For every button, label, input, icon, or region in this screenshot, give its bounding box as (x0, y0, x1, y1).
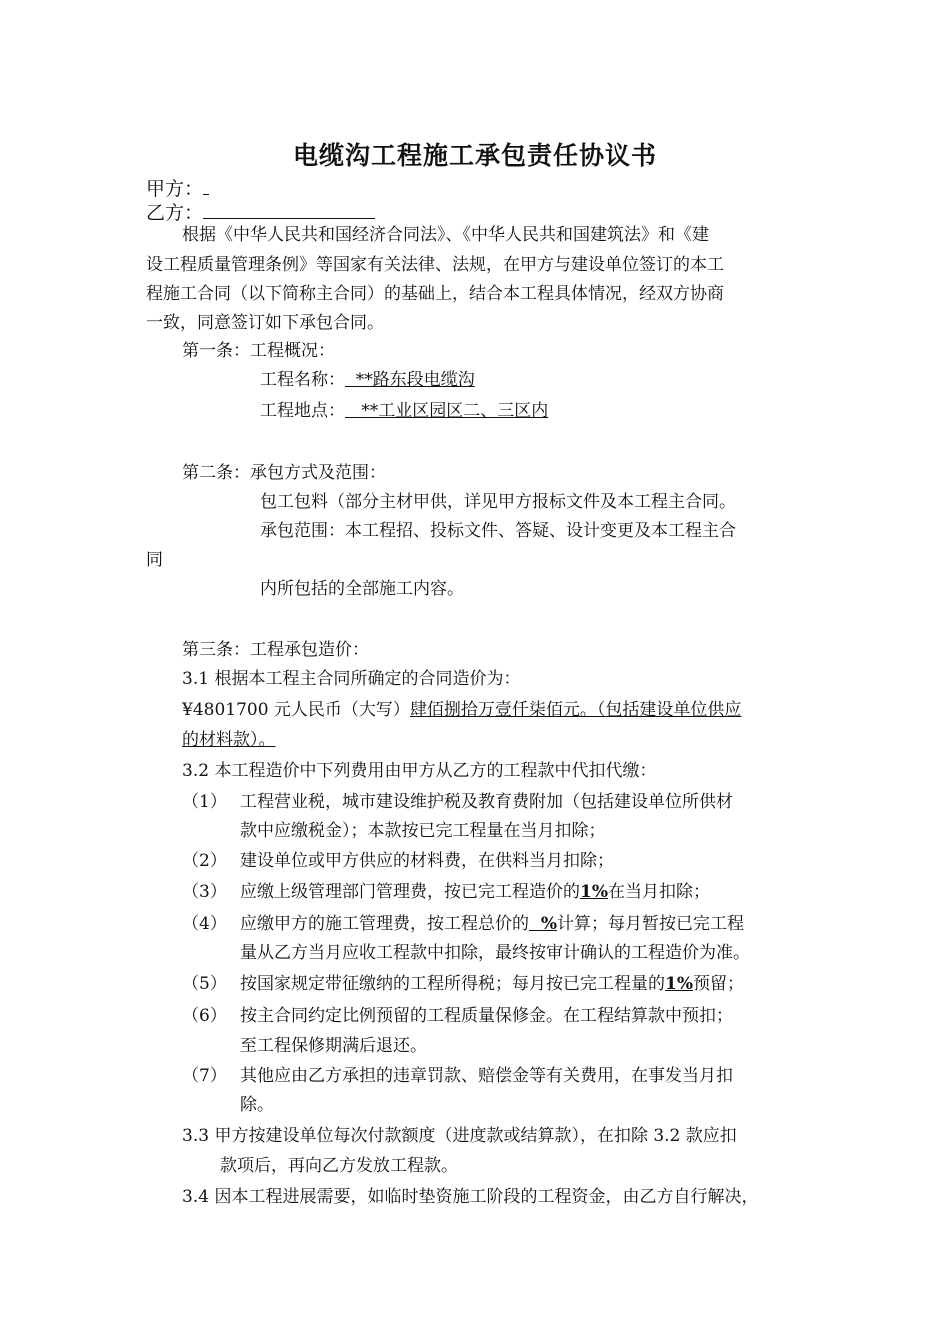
rate-value: % (529, 914, 557, 934)
contract-price-line-2 (182, 729, 298, 751)
contract-price-prefix: ¥4801700 元人民币（大写） (182, 700, 410, 720)
rate-value: 1% (580, 882, 608, 902)
contract-price-words: 肆佰捌拾万壹仟柒佰元。（包括建设单位供应 (409, 700, 742, 720)
project-name-line (260, 369, 635, 391)
contract-price-line (182, 699, 741, 721)
list-item (182, 881, 710, 903)
item-text: 在当月扣除； (607, 882, 710, 902)
preamble-line: 设工程质量管理条例》等国家有关法律、法规，在甲方与建设单位签订的本工 (146, 255, 724, 275)
contract-price-words-2: 的材料款）。 (182, 730, 276, 750)
clause-3-4: 3.4 因本工程进展需要，如临时垫资施工阶段的工程资金，由乙方自行解决， (182, 1187, 759, 1207)
item-text: 其他应由乙方承担的违章罚款、赔偿金等有关费用，在事发当月扣 (240, 1066, 733, 1086)
contract-scope-line: 内所包括的全部施工内容。 (260, 579, 464, 599)
article-1-heading: 第一条：工程概况： (182, 341, 335, 361)
contract-scope-wrap: 同 (146, 550, 163, 570)
contract-method-line: 包工包料（部分主材甲供，详见甲方报标文件及本工程主合同。 (260, 492, 736, 512)
contract-scope-line: 承包范围：本工程招、投标文件、答疑、设计变更及本工程主合 (260, 521, 736, 541)
rate-value: 1% (665, 974, 693, 994)
article-3-heading: 第三条：工程承包造价： (182, 640, 369, 660)
item-number: （1） (182, 792, 227, 812)
item-text: 应缴甲方的施工管理费，按工程总价的 (240, 914, 529, 934)
item-number: （4） (182, 914, 227, 934)
project-name-value: **路东段电缆沟 (345, 370, 475, 390)
party-b-label: 乙方： (146, 202, 204, 224)
item-text-continued: 除。 (240, 1095, 274, 1115)
party-a-label: 甲方： (146, 178, 204, 200)
party-b-line (146, 200, 375, 224)
preamble-line: 根据《中华人民共和国经济合同法》、《中华人民共和国建筑法》和《建 (182, 225, 709, 245)
item-text: 建设单位或甲方供应的材料费，在供料当月扣除； (240, 851, 614, 871)
item-number: （6） (182, 1006, 227, 1026)
item-text-continued: 量从乙方当月应收工程款中扣除，最终按审计确认的工程造价为准。 (240, 943, 750, 963)
item-number: （2） (182, 851, 227, 871)
list-item (182, 1065, 733, 1087)
preamble-line: 程施工合同（以下简称主合同）的基础上，结合本工程具体情况，经双方协商 (146, 284, 724, 304)
clause-3-2: 3.2 本工程造价中下列费用由甲方从乙方的工程款中代扣代缴： (182, 761, 657, 781)
item-number: （7） (182, 1066, 227, 1086)
project-name-label: 工程名称： (260, 370, 345, 390)
item-text: 计算；每月暂按已完工程 (557, 914, 744, 934)
party-b-blank (203, 200, 375, 219)
item-text: 工程营业税，城市建设维护税及教育费附加（包括建设单位所供材 (240, 792, 733, 812)
item-text: 按国家规定带征缴纳的工程所得税；每月按已完工程量的 (240, 974, 665, 994)
party-a-blank (203, 176, 209, 195)
list-item (182, 791, 733, 813)
article-2-heading: 第二条：承包方式及范围： (182, 463, 386, 483)
list-item (182, 973, 744, 995)
list-item (182, 913, 744, 935)
clause-3-1: 3.1 根据本工程主合同所确定的合同造价为： (182, 669, 521, 689)
party-a-line (146, 176, 209, 200)
item-text-continued: 至工程保修期满后退还。 (240, 1036, 427, 1056)
item-number: （3） (182, 882, 227, 902)
item-number: （5） (182, 974, 227, 994)
project-site-value: **工业区园区二、三区内 (345, 401, 549, 421)
project-site-line (260, 400, 679, 422)
item-text: 预留； (692, 974, 744, 994)
list-item (182, 850, 614, 872)
project-site-label: 工程地点： (260, 401, 345, 421)
preamble-line: 一致，同意签订如下承包合同。 (146, 313, 384, 333)
item-text: 按主合同约定比例预留的工程质量保修金。在工程结算款中预扣； (240, 1006, 733, 1026)
document-title: 电缆沟工程施工承包责任协议书 (292, 141, 657, 170)
list-item (182, 1005, 733, 1027)
clause-3-3-continued: 款项后，再向乙方发放工程款。 (220, 1156, 458, 1176)
item-text-continued: 款中应缴税金）；本款按已完工程量在当月扣除； (240, 821, 606, 841)
item-text: 应缴上级管理部门管理费，按已完工程造价的 (240, 882, 580, 902)
clause-3-3: 3.3 甲方按建设单位每次付款额度（进度款或结算款），在扣除 3.2 款应扣 (182, 1126, 737, 1146)
